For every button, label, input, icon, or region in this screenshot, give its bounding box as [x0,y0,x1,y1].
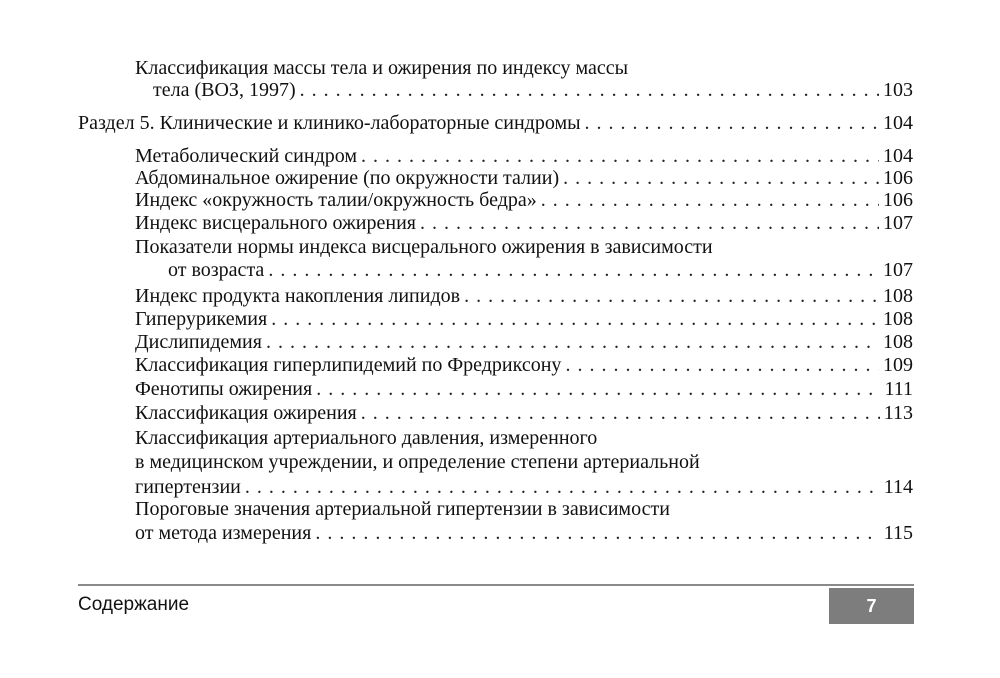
toc-entry-title: Гиперурикемия [135,308,268,330]
toc-entry[interactable] [168,259,913,281]
dot-leader [563,167,879,189]
toc-entry-title: Классификация ожирения [135,402,357,424]
page-number-badge: 7 [829,588,914,624]
toc-entry-page: 113 [883,402,913,424]
toc-entry-title: Классификация гиперлипидемий по Фредриксону [135,354,562,376]
toc-entry-title: Фенотипы ожирения [135,378,313,400]
toc-entry-line: Пороговые значения артериальной гипертензии в зависимости [135,498,670,520]
toc-entry[interactable] [135,145,913,167]
toc-entry[interactable] [135,212,913,234]
toc-entry[interactable] [135,378,913,400]
dot-leader [266,331,879,353]
toc-entry-title: от возраста [168,259,265,281]
dot-leader [316,378,880,400]
toc-entry-line: в медицинском учреждении, и определение степени артериальной [135,451,700,473]
toc-entry-title: Дислипидемия [135,331,262,353]
toc-entry-page: 107 [883,259,913,281]
toc-entry-title: от метода измерения [135,522,312,544]
toc-entry[interactable] [135,308,913,330]
toc-entry-page: 103 [883,79,913,101]
toc-entry-page: 108 [883,331,913,353]
dot-leader [565,354,879,376]
dot-leader [271,308,879,330]
dot-leader [315,522,879,544]
toc-entry-page: 108 [883,285,913,307]
dot-leader [585,112,879,134]
dot-leader [361,402,880,424]
toc-entry-page: 108 [883,308,913,330]
dot-leader [245,476,880,498]
toc-entry-title: Раздел 5. Клинические и клинико-лабораторные синдромы [78,112,581,134]
toc-entry-title: Индекс продукта накопления липидов [135,285,461,307]
toc-entry-line: Классификация массы тела и ожирения по индексу массы [135,57,629,79]
toc-entry[interactable] [153,79,913,101]
toc-entry-page: 106 [883,167,913,189]
toc-entry[interactable] [135,402,913,424]
toc-entry-page: 104 [883,112,913,134]
toc-entry[interactable] [135,354,913,376]
toc-entry[interactable] [135,167,913,189]
toc-entry-page: 115 [883,522,913,544]
dot-leader [268,259,879,281]
toc-entry[interactable] [135,331,913,353]
toc-entry-title: гипертензии [135,476,241,498]
toc-entry-title: Абдоминальное ожирение (по окружности талии) [135,167,560,189]
toc-section-entry[interactable] [78,112,913,134]
toc-entry[interactable] [135,476,913,498]
toc-entry-page: 107 [883,212,913,234]
toc-entry[interactable] [135,522,913,544]
dot-leader [541,189,879,211]
dot-leader [300,79,879,101]
toc-entry-title: тела (ВОЗ, 1997) [153,79,296,101]
dot-leader [420,212,879,234]
dot-leader [464,285,879,307]
toc-entry-page: 106 [883,189,913,211]
toc-entry-title: Индекс висцерального ожирения [135,212,416,234]
footer-section-label: Содержание [78,594,190,615]
toc-entry[interactable] [135,285,913,307]
toc-entry-title: Метаболический синдром [135,145,358,167]
toc-entry-line: Классификация артериального давления, измеренного [135,427,598,449]
toc-entry-line: Показатели нормы индекса висцерального ожирения в зависимости [135,236,713,258]
dot-leader [361,145,879,167]
toc-entry-page: 111 [884,378,913,400]
toc-entry-page: 114 [883,476,913,498]
footer-divider [78,584,914,586]
toc-entry-title: Индекс «окружность талии/окружность бедра» [135,189,537,211]
toc-entry[interactable] [135,189,913,211]
toc-entry-page: 104 [883,145,913,167]
toc-entry-page: 109 [883,354,913,376]
